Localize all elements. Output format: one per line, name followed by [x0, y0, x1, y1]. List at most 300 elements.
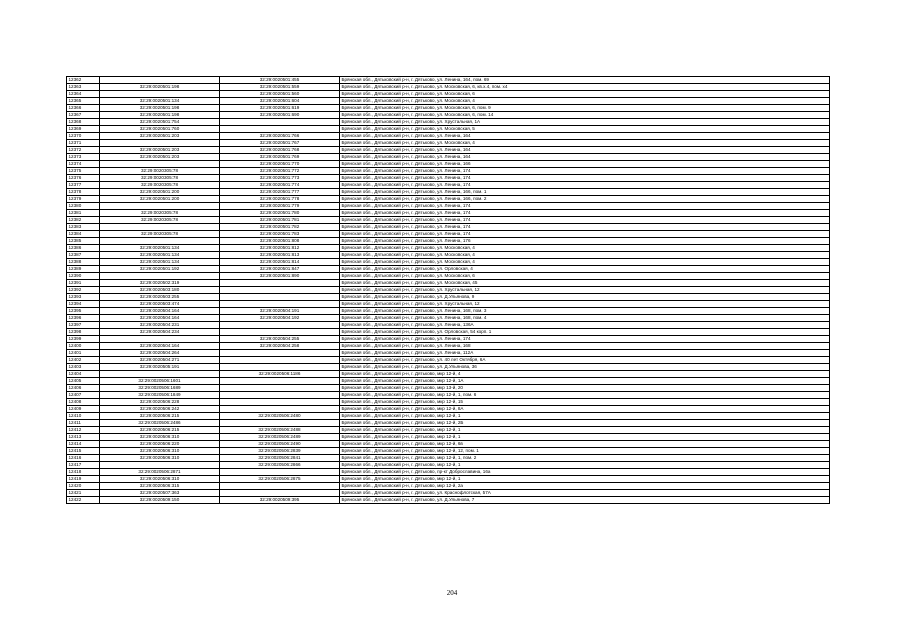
- table-row: [67, 378, 830, 385]
- address-cell: Брянская обл., Дятьковский р-н, г. Дятьково, ул. Московская, 4: [340, 252, 830, 259]
- row-number-cell: 12389: [67, 266, 100, 273]
- table-row: [67, 105, 830, 112]
- address-cell: Брянская обл., Дятьковский р-н, г. Дятьково, ул. Ленина, 174: [340, 175, 830, 182]
- address-cell: Брянская обл., Дятьковский р-н, г. Дятьково, мкр 12-й, 1: [340, 434, 830, 441]
- table-row: [67, 350, 830, 357]
- table-row: [67, 357, 830, 364]
- address-cell: Брянская обл., Дятьковский р-н, г. Дятьково, ул. Московская, 6, пом. 9: [340, 105, 830, 112]
- object-number-cell: 32:29:0020504:191: [220, 308, 340, 315]
- row-number-cell: 12372: [67, 147, 100, 154]
- row-number-cell: 12365: [67, 98, 100, 105]
- parcel-number-cell: 32:29:0020501:203: [100, 147, 220, 154]
- object-number-cell: 32:29:0020501:770: [220, 161, 340, 168]
- address-cell: Брянская обл., Дятьковский р-н, г. Дятьково, ул. Московская, 4: [340, 140, 830, 147]
- table-row: [67, 77, 830, 84]
- parcel-number-cell: 32:29:0020506:2871: [100, 469, 220, 476]
- address-cell: Брянская обл., Дятьковский р-н, г. Дятьково, ул. Московская, 5: [340, 126, 830, 133]
- row-number-cell: 12364: [67, 91, 100, 98]
- row-number-cell: 12415: [67, 448, 100, 455]
- address-cell: Брянская обл., Дятьковский р-н, г. Дятьково, ул. Московская, 6, кв.х.4, пом. х4: [340, 84, 830, 91]
- address-cell: Брянская обл., Дятьковский р-н, г. Дятьково, мкр 12-й, 4: [340, 371, 830, 378]
- address-cell: Брянская обл., Дятьковский р-н, г. Дятьково, мкр 12-й, 8А: [340, 406, 830, 413]
- parcel-number-cell: 32:29:0020503:255: [100, 294, 220, 301]
- table-row: [67, 420, 830, 427]
- address-cell: Брянская обл., Дятьковский р-н, г. Дятьково, ул. Ленина, 166, пом. 2: [340, 196, 830, 203]
- parcel-number-cell: 32:29:0020506:242: [100, 406, 220, 413]
- parcel-number-cell: 32:29:0020501:198: [100, 105, 220, 112]
- parcel-number-cell: 32:29:0020501:192: [100, 266, 220, 273]
- object-number-cell: 32:29:0020501:769: [220, 154, 340, 161]
- address-cell: Брянская обл., Дятьковский р-н, г. Дятьково, ул. Московская, 4: [340, 98, 830, 105]
- table-row: [67, 490, 830, 497]
- parcel-number-cell: 32:29:0020501:760: [100, 126, 220, 133]
- row-number-cell: 12377: [67, 182, 100, 189]
- parcel-number-cell: 32:29:0020305:78: [100, 175, 220, 182]
- object-number-cell: 32:29:0020501:774: [220, 182, 340, 189]
- object-number-cell: 32:29:0020501:778: [220, 196, 340, 203]
- address-cell: Брянская обл., Дятьковский р-н, г. Дятьково, ул. Д.Ульянова, 9: [340, 294, 830, 301]
- address-cell: Брянская обл., Дятьковский р-н, г. Дятьково, ул. Московская, 6: [340, 91, 830, 98]
- row-number-cell: 12420: [67, 483, 100, 490]
- parcel-number-cell: 32:29:0020503:474: [100, 301, 220, 308]
- row-number-cell: 12362: [67, 77, 100, 84]
- table-row: [67, 294, 830, 301]
- object-number-cell: 32:29:0020501:604: [220, 98, 340, 105]
- parcel-number-cell: 32:29:0020501:200: [100, 196, 220, 203]
- table-row: [67, 196, 830, 203]
- table-row: [67, 126, 830, 133]
- object-number-cell: 32:29:0020501:779: [220, 203, 340, 210]
- parcel-number-cell: [100, 238, 220, 245]
- address-cell: Брянская обл., Дятьковский р-н, г. Дятьково, ул. Ленина, 176: [340, 238, 830, 245]
- table-row: [67, 245, 830, 252]
- address-cell: Брянская обл., Дятьковский р-н, г. Дятьково, ул. Московская, 45: [340, 280, 830, 287]
- address-cell: Брянская обл., Дятьковский р-н, г. Дятьково, ул. Д.Ульянова, 7: [340, 497, 830, 504]
- object-number-cell: [220, 350, 340, 357]
- object-number-cell: 32:29:0020506:2490: [220, 441, 340, 448]
- table-row: [67, 329, 830, 336]
- address-cell: Брянская обл., Дятьковский р-н, г. Дятьково, ул. Ленина, 164: [340, 147, 830, 154]
- table-row: [67, 469, 830, 476]
- row-number-cell: 12395: [67, 308, 100, 315]
- parcel-number-cell: 32:29:0020501:134: [100, 245, 220, 252]
- address-cell: Брянская обл., Дятьковский р-н, г. Дятьково, ул. 40 лет Октября, 6А: [340, 357, 830, 364]
- table-row: [67, 336, 830, 343]
- table-row: [67, 112, 830, 119]
- address-cell: Брянская обл., Дятьковский р-н, г. Дятьково, мкр 12-й, 12, пом. 1: [340, 448, 830, 455]
- row-number-cell: 12402: [67, 357, 100, 364]
- table-row: [67, 161, 830, 168]
- parcel-number-cell: 32:29:0020501:754: [100, 119, 220, 126]
- address-cell: Брянская обл., Дятьковский р-н, г. Дятьково, ул. Орловская, 54 корп. 1: [340, 329, 830, 336]
- object-number-cell: 32:29:0020501:808: [220, 238, 340, 245]
- address-cell: Брянская обл., Дятьковский р-н, г. Дятьково, ул. Ленина, 174: [340, 231, 830, 238]
- parcel-number-cell: 32:29:0020506:2486: [100, 420, 220, 427]
- row-number-cell: 12396: [67, 315, 100, 322]
- table-body: [67, 77, 830, 504]
- object-number-cell: 32:29:0020501:766: [220, 133, 340, 140]
- object-number-cell: [220, 406, 340, 413]
- row-number-cell: 12397: [67, 322, 100, 329]
- parcel-number-cell: 32:29:0020501:198: [100, 112, 220, 119]
- table-row: [67, 175, 830, 182]
- table-row: [67, 399, 830, 406]
- address-cell: Брянская обл., Дятьковский р-н, г. Дятьково, ул. Московская, 4: [340, 259, 830, 266]
- row-number-cell: 12405: [67, 378, 100, 385]
- object-number-cell: 32:29:0020504:258: [220, 343, 340, 350]
- address-cell: Брянская обл., Дятьковский р-н, г. Дятьково, ул. Ленина, 174: [340, 210, 830, 217]
- object-number-cell: 32:29:0020504:255: [220, 336, 340, 343]
- parcel-number-cell: [100, 140, 220, 147]
- object-number-cell: 32:29:0020501:781: [220, 217, 340, 224]
- object-number-cell: [220, 469, 340, 476]
- object-number-cell: [220, 392, 340, 399]
- row-number-cell: 12416: [67, 455, 100, 462]
- object-number-cell: [220, 385, 340, 392]
- property-table: [66, 76, 830, 504]
- table-row: [67, 217, 830, 224]
- address-cell: Брянская обл., Дятьковский р-н, г. Дятьково, ул. Ленина, 174: [340, 203, 830, 210]
- table-row: [67, 266, 830, 273]
- table-row: [67, 427, 830, 434]
- parcel-number-cell: 32:29:0020501:134: [100, 259, 220, 266]
- parcel-number-cell: [100, 224, 220, 231]
- address-cell: Брянская обл., Дятьковский р-н, г. Дятьково, ул. Ленина, 164: [340, 133, 830, 140]
- parcel-number-cell: 32:29:0020504:164: [100, 343, 220, 350]
- object-number-cell: [220, 399, 340, 406]
- parcel-number-cell: 32:29:0020305:78: [100, 168, 220, 175]
- table-row: [67, 252, 830, 259]
- row-number-cell: 12417: [67, 462, 100, 469]
- address-cell: Брянская обл., Дятьковский р-н, г. Дятьково, ул. Ленина, 168, пом. 3: [340, 308, 830, 315]
- row-number-cell: 12398: [67, 329, 100, 336]
- address-cell: Брянская обл., Дятьковский р-н, г. Дятьково, ул. Московская, 4: [340, 245, 830, 252]
- parcel-number-cell: [100, 336, 220, 343]
- table-row: [67, 448, 830, 455]
- object-number-cell: 32:29:0020501:782: [220, 224, 340, 231]
- address-cell: Брянская обл., Дятьковский р-н, г. Дятьково, ул. Ленина, 174: [340, 168, 830, 175]
- parcel-number-cell: 32:29:0020504:231: [100, 322, 220, 329]
- address-cell: Брянская обл., Дятьковский р-н, г. Дятьково, мкр 12-й, 1: [340, 462, 830, 469]
- table-row: [67, 322, 830, 329]
- table-row: [67, 273, 830, 280]
- object-number-cell: 32:29:0020506:2480: [220, 413, 340, 420]
- table-row: [67, 280, 830, 287]
- row-number-cell: 12368: [67, 119, 100, 126]
- parcel-number-cell: 32:29:0020506:215: [100, 427, 220, 434]
- row-number-cell: 12374: [67, 161, 100, 168]
- table-row: [67, 413, 830, 420]
- table-row: [67, 210, 830, 217]
- table-row: [67, 182, 830, 189]
- address-cell: Брянская обл., Дятьковский р-н, г. Дятьково, ул. Краснофлотская, 57А: [340, 490, 830, 497]
- table-row: [67, 315, 830, 322]
- table-row: [67, 91, 830, 98]
- address-cell: Брянская обл., Дятьковский р-н, г. Дятьково, ул. Ленина, 112А: [340, 350, 830, 357]
- object-number-cell: [220, 301, 340, 308]
- parcel-number-cell: 32:29:0020506:1849: [100, 392, 220, 399]
- address-cell: Брянская обл., Дятьковский р-н, г. Дятьково, ул. Ленина, 166, пом. 1: [340, 189, 830, 196]
- object-number-cell: [220, 287, 340, 294]
- object-number-cell: 32:29:0020506:2841: [220, 455, 340, 462]
- row-number-cell: 12384: [67, 231, 100, 238]
- object-number-cell: 32:29:0020506:1186: [220, 371, 340, 378]
- object-number-cell: 32:29:0020501:783: [220, 231, 340, 238]
- row-number-cell: 12379: [67, 196, 100, 203]
- row-number-cell: 12407: [67, 392, 100, 399]
- parcel-number-cell: [100, 161, 220, 168]
- object-number-cell: [220, 378, 340, 385]
- address-cell: Брянская обл., Дятьковский р-н, г. Дятьково, ул. Д.Ульянова, 36: [340, 364, 830, 371]
- row-number-cell: 12411: [67, 420, 100, 427]
- object-number-cell: [220, 126, 340, 133]
- row-number-cell: 12383: [67, 224, 100, 231]
- parcel-number-cell: 32:29:0020506:310: [100, 476, 220, 483]
- row-number-cell: 12386: [67, 245, 100, 252]
- address-cell: Брянская обл., Дятьковский р-н, г. Дятьково, ул. Хрустальная, 1А: [340, 119, 830, 126]
- table-row: [67, 238, 830, 245]
- parcel-number-cell: [100, 91, 220, 98]
- object-number-cell: 32:29:0020506:2489: [220, 434, 340, 441]
- parcel-number-cell: [100, 203, 220, 210]
- object-number-cell: [220, 280, 340, 287]
- table-row: [67, 287, 830, 294]
- row-number-cell: 12422: [67, 497, 100, 504]
- table-row: [67, 406, 830, 413]
- object-number-cell: [220, 119, 340, 126]
- address-cell: Брянская обл., Дятьковский р-н, г. Дятьково, ул. Ленина, 174: [340, 224, 830, 231]
- parcel-number-cell: 32:29:0020506:228: [100, 399, 220, 406]
- row-number-cell: 12375: [67, 168, 100, 175]
- object-number-cell: 32:29:0020506:2488: [220, 427, 340, 434]
- object-number-cell: 32:29:0020501:559: [220, 84, 340, 91]
- table-row: [67, 385, 830, 392]
- address-cell: Брянская обл., Дятьковский р-н, г. Дятьково, ул. Ленина, 136А: [340, 322, 830, 329]
- row-number-cell: 12414: [67, 441, 100, 448]
- object-number-cell: 32:29:0020501:773: [220, 175, 340, 182]
- object-number-cell: 32:29:0020501:890: [220, 273, 340, 280]
- object-number-cell: 32:29:0020501:772: [220, 168, 340, 175]
- parcel-number-cell: 32:29:0020509:150: [100, 497, 220, 504]
- parcel-number-cell: 32:29:0020501:203: [100, 133, 220, 140]
- table-row: [67, 455, 830, 462]
- parcel-number-cell: 32:29:0020504:164: [100, 308, 220, 315]
- object-number-cell: [220, 364, 340, 371]
- table-row: [67, 497, 830, 504]
- row-number-cell: 12403: [67, 364, 100, 371]
- address-cell: Брянская обл., Дятьковский р-н, г. Дятьково, ул. Хрустальная, 12: [340, 287, 830, 294]
- address-cell: Брянская обл., Дятьковский р-н, г. Дятьково, мкр 12-й, 1: [340, 476, 830, 483]
- parcel-number-cell: 32:29:0020506:310: [100, 455, 220, 462]
- table-row: [67, 343, 830, 350]
- row-number-cell: 12380: [67, 203, 100, 210]
- address-cell: Брянская обл., Дятьковский р-н, г. Дятьково, мкр 12-й, 1, пом. 2: [340, 455, 830, 462]
- row-number-cell: 12394: [67, 301, 100, 308]
- object-number-cell: 32:29:0020501:767: [220, 140, 340, 147]
- table-row: [67, 441, 830, 448]
- row-number-cell: 12412: [67, 427, 100, 434]
- row-number-cell: 12367: [67, 112, 100, 119]
- address-cell: Брянская обл., Дятьковский р-н, г. Дятьково, ул. Московская, 6, пом. 14: [340, 112, 830, 119]
- address-cell: Брянская обл., Дятьковский р-н, г. Дятьково, ул. Ленина, 168, пом. 4: [340, 315, 830, 322]
- row-number-cell: 12408: [67, 399, 100, 406]
- row-number-cell: 12399: [67, 336, 100, 343]
- row-number-cell: 12410: [67, 413, 100, 420]
- object-number-cell: [220, 420, 340, 427]
- row-number-cell: 12406: [67, 385, 100, 392]
- address-cell: Брянская обл., Дятьковский р-н, г. Дятьково, мкр 12-й, 1, пом. 6: [340, 392, 830, 399]
- parcel-number-cell: 32:29:0020504:271: [100, 357, 220, 364]
- parcel-number-cell: 32:29:0020501:134: [100, 98, 220, 105]
- address-cell: Брянская обл., Дятьковский р-н, г. Дятьково, мкр 12-й, 2Б: [340, 420, 830, 427]
- table-row: [67, 308, 830, 315]
- address-cell: Брянская обл., Дятьковский р-н, г. Дятьково, ул. Хрустальная, 12: [340, 301, 830, 308]
- address-cell: Брянская обл., Дятьковский р-н, г. Дятьково, ул. Орловская, 4: [340, 266, 830, 273]
- address-cell: Брянская обл., Дятьковский р-н, г. Дятьково, ул. Московская, 6: [340, 273, 830, 280]
- object-number-cell: 32:29:0020501:619: [220, 105, 340, 112]
- parcel-number-cell: 32:29:0020506:315: [100, 483, 220, 490]
- address-cell: Брянская обл., Дятьковский р-н, г. Дятьково, ул. Ленина, 174: [340, 217, 830, 224]
- address-cell: Брянская обл., Дятьковский р-н, г. Дятьково, ул. Ленина, 168: [340, 343, 830, 350]
- address-cell: Брянская обл., Дятьковский р-н, г. Дятьково, мкр 12-й, 1А: [340, 378, 830, 385]
- parcel-number-cell: [100, 462, 220, 469]
- object-number-cell: 32:29:0020501:780: [220, 210, 340, 217]
- page-number: 204: [446, 589, 458, 597]
- row-number-cell: 12401: [67, 350, 100, 357]
- row-number-cell: 12382: [67, 217, 100, 224]
- table-row: [67, 259, 830, 266]
- object-number-cell: 32:29:0020501:814: [220, 259, 340, 266]
- address-cell: Брянская обл., Дятьковский р-н, г. Дятьково, ул. Ленина, 164: [340, 154, 830, 161]
- row-number-cell: 12373: [67, 154, 100, 161]
- parcel-number-cell: 32:29:0020504:264: [100, 350, 220, 357]
- object-number-cell: 32:29:0020506:2866: [220, 462, 340, 469]
- row-number-cell: 12404: [67, 371, 100, 378]
- parcel-number-cell: 32:29:0020503:180: [100, 287, 220, 294]
- parcel-number-cell: 32:29:0020501:200: [100, 189, 220, 196]
- parcel-number-cell: 32:29:0020501:203: [100, 154, 220, 161]
- address-cell: Брянская обл., Дятьковский р-н, г. Дятьково, ул. Ленина, 174: [340, 182, 830, 189]
- object-number-cell: [220, 357, 340, 364]
- row-number-cell: 12400: [67, 343, 100, 350]
- object-number-cell: [220, 490, 340, 497]
- object-number-cell: 32:29:0020509:395: [220, 497, 340, 504]
- parcel-number-cell: 32:29:0020506:310: [100, 434, 220, 441]
- table-row: [67, 392, 830, 399]
- row-number-cell: 12388: [67, 259, 100, 266]
- parcel-number-cell: 32:29:0020504:234: [100, 329, 220, 336]
- object-number-cell: [220, 294, 340, 301]
- row-number-cell: 12418: [67, 469, 100, 476]
- parcel-number-cell: 32:29:0020506:310: [100, 448, 220, 455]
- table-row: [67, 476, 830, 483]
- parcel-number-cell: 32:29:0020305:78: [100, 210, 220, 217]
- row-number-cell: 12421: [67, 490, 100, 497]
- row-number-cell: 12419: [67, 476, 100, 483]
- row-number-cell: 12363: [67, 84, 100, 91]
- parcel-number-cell: 32:29:0020504:164: [100, 315, 220, 322]
- parcel-number-cell: 32:29:0020501:198: [100, 84, 220, 91]
- object-number-cell: 32:29:0020501:560: [220, 91, 340, 98]
- address-cell: Брянская обл., Дятьковский р-н, г. Дятьково, ул. Ленина, 164, пом. 69: [340, 77, 830, 84]
- row-number-cell: 12390: [67, 273, 100, 280]
- address-cell: Брянская обл., Дятьковский р-н, г. Дятьково, мкр 12-й, 1: [340, 427, 830, 434]
- row-number-cell: 12392: [67, 287, 100, 294]
- table-row: [67, 434, 830, 441]
- parcel-number-cell: 32:29:0020506:215: [100, 413, 220, 420]
- table-row: [67, 483, 830, 490]
- row-number-cell: 12369: [67, 126, 100, 133]
- row-number-cell: 12381: [67, 210, 100, 217]
- object-number-cell: 32:29:0020501:455: [220, 77, 340, 84]
- object-number-cell: 32:29:0020501:847: [220, 266, 340, 273]
- table-row: [67, 231, 830, 238]
- address-cell: Брянская обл., Дятьковский р-н, г. Дятьково, мкр 12-й, 1: [340, 413, 830, 420]
- table-row: [67, 119, 830, 126]
- object-number-cell: 32:29:0020501:812: [220, 245, 340, 252]
- table-row: [67, 98, 830, 105]
- parcel-number-cell: 32:29:0020502:319: [100, 280, 220, 287]
- object-number-cell: [220, 329, 340, 336]
- row-number-cell: 12370: [67, 133, 100, 140]
- table-row: [67, 133, 830, 140]
- object-number-cell: 32:29:0020504:192: [220, 315, 340, 322]
- table-row: [67, 154, 830, 161]
- parcel-number-cell: 32:29:0020506:220: [100, 441, 220, 448]
- table-row: [67, 224, 830, 231]
- address-cell: Брянская обл., Дятьковский р-н, г. Дятьково, мкр 13-й, 20: [340, 385, 830, 392]
- row-number-cell: 12385: [67, 238, 100, 245]
- address-cell: Брянская обл., Дятьковский р-н, г. Дятьково, пр-кт Доброславина, 16а: [340, 469, 830, 476]
- object-number-cell: 32:29:0020501:690: [220, 112, 340, 119]
- object-number-cell: 32:29:0020506:2839: [220, 448, 340, 455]
- row-number-cell: 12413: [67, 434, 100, 441]
- table-row: [67, 203, 830, 210]
- row-number-cell: 12378: [67, 189, 100, 196]
- table-row: [67, 189, 830, 196]
- parcel-number-cell: [100, 371, 220, 378]
- table-row: [67, 147, 830, 154]
- table-row: [67, 84, 830, 91]
- row-number-cell: 12371: [67, 140, 100, 147]
- parcel-number-cell: 32:29:0020305:78: [100, 231, 220, 238]
- object-number-cell: [220, 322, 340, 329]
- address-cell: Брянская обл., Дятьковский р-н, г. Дятьково, мкр 12-й, 6в: [340, 441, 830, 448]
- parcel-number-cell: 32:29:0020505:191: [100, 364, 220, 371]
- row-number-cell: 12376: [67, 175, 100, 182]
- parcel-number-cell: 32:29:0020507:363: [100, 490, 220, 497]
- parcel-number-cell: [100, 77, 220, 84]
- object-number-cell: [220, 483, 340, 490]
- address-cell: Брянская обл., Дятьковский р-н, г. Дятьково, мкр 12-й, 15: [340, 399, 830, 406]
- object-number-cell: 32:29:0020501:768: [220, 147, 340, 154]
- row-number-cell: 12409: [67, 406, 100, 413]
- object-number-cell: 32:29:0020506:2875: [220, 476, 340, 483]
- address-cell: Брянская обл., Дятьковский р-н, г. Дятьково, мкр 12-й, 2а: [340, 483, 830, 490]
- object-number-cell: 32:29:0020501:813: [220, 252, 340, 259]
- parcel-number-cell: 32:29:0020506:1601: [100, 378, 220, 385]
- table-row: [67, 168, 830, 175]
- table-row: [67, 301, 830, 308]
- table-row: [67, 140, 830, 147]
- table-row: [67, 364, 830, 371]
- parcel-number-cell: 32:29:0020501:134: [100, 252, 220, 259]
- row-number-cell: 12393: [67, 294, 100, 301]
- address-cell: Брянская обл., Дятьковский р-н, г. Дятьково, ул. Ленина, 174: [340, 336, 830, 343]
- parcel-number-cell: 32:29:0020305:78: [100, 182, 220, 189]
- object-number-cell: 32:29:0020501:777: [220, 189, 340, 196]
- row-number-cell: 12387: [67, 252, 100, 259]
